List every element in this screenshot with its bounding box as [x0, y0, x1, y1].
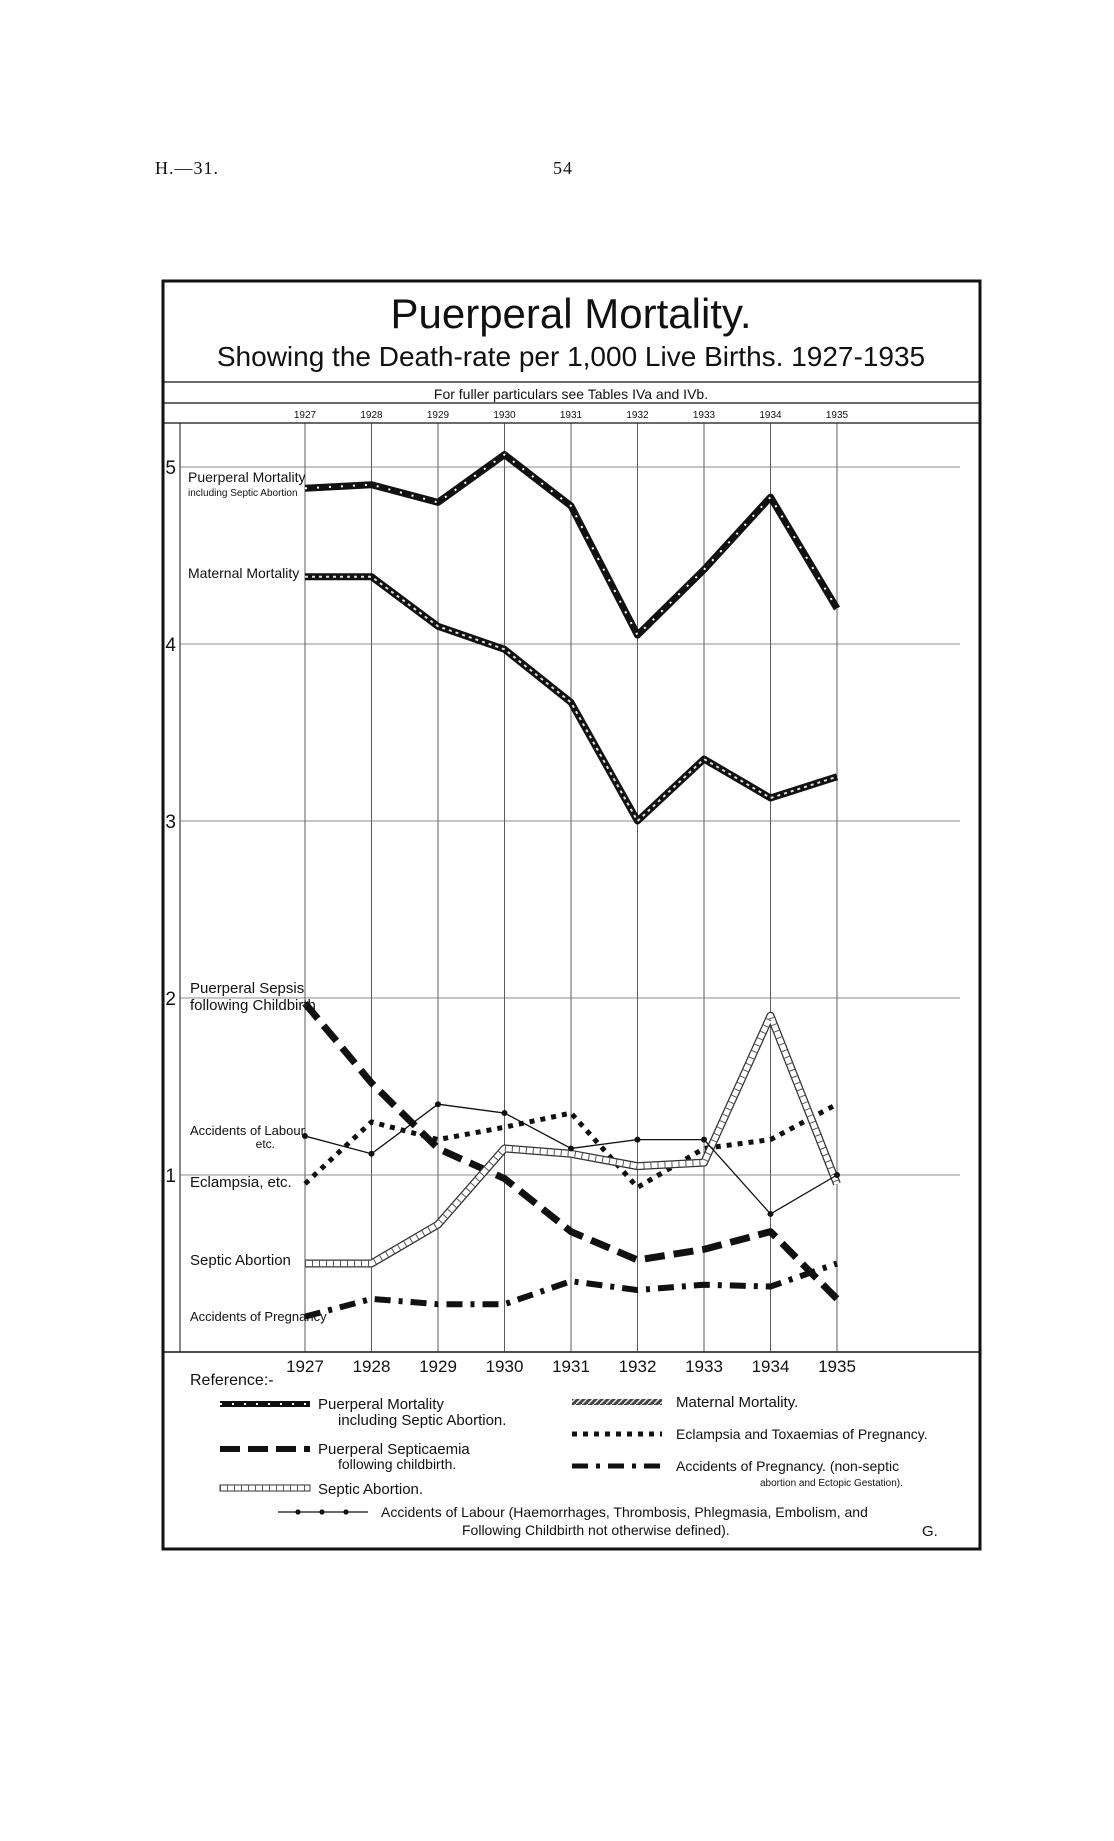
label-accidents-of-pregnancy: Accidents of Pregnancy	[190, 1309, 327, 1324]
signature-mark: G.	[922, 1523, 938, 1540]
series-point-accidents-of-labour-1928	[369, 1151, 375, 1157]
page-header-left: H.—31.	[155, 158, 219, 178]
year-labels-top	[294, 410, 849, 421]
y-tick-labels	[165, 458, 176, 1187]
series-point-accidents-of-labour-1935	[834, 1172, 840, 1178]
x-tick-bottom-1930: 1930	[485, 1357, 524, 1376]
legend-entry-accidents-of-labour	[278, 1504, 868, 1538]
series-point-accidents-of-labour-1931	[568, 1145, 574, 1151]
series-point-accidents-of-labour-1933	[701, 1137, 707, 1143]
x-tick-bottom-1933: 1933	[685, 1357, 723, 1376]
legend-label-accidents-of-labour: Accidents of Labour (Haemorrhages, Thrombosis, Phlegmasia, Embolism, and	[381, 1504, 868, 1520]
legend-label-puerperal-septicaemia-sub: following childbirth.	[338, 1456, 457, 1472]
legend-swatch-septic-abortion	[220, 1485, 310, 1491]
label-eclampsia: Eclampsia, etc.	[190, 1174, 292, 1191]
legend-label-puerperal-septicaemia: Puerperal Septicaemia	[318, 1441, 470, 1458]
series-point-accidents-of-labour-1929	[435, 1101, 441, 1107]
legend-entry-maternal-mortality	[572, 1394, 798, 1411]
x-tick-top-1934: 1934	[759, 410, 782, 421]
y-tick-1: 1	[165, 1166, 176, 1187]
x-tick-top-1932: 1932	[626, 410, 649, 421]
legend-heading: Reference:-	[190, 1372, 274, 1389]
page-number: 54	[553, 158, 573, 178]
chart-title: Puerperal Mortality.	[390, 290, 752, 337]
legend-label-accidents-of-pregnancy-sub: abortion and Ectopic Gestation).	[760, 1478, 903, 1489]
grid-layer	[180, 423, 960, 1352]
label-puerperal-mortality-sub: including Septic Abortion	[188, 488, 298, 499]
legend-label-accidents-of-pregnancy: Accidents of Pregnancy. (non-septic	[676, 1458, 900, 1474]
y-tick-5: 5	[165, 458, 176, 479]
y-tick-3: 3	[165, 812, 176, 833]
x-tick-bottom-1934: 1934	[751, 1357, 790, 1376]
x-tick-bottom-1932: 1932	[618, 1357, 657, 1376]
label-puerperal-sepsis-sub: following Childbirth	[190, 997, 316, 1014]
series-point-accidents-of-labour-1932	[635, 1137, 641, 1143]
legend-entry-puerperal-mortality	[220, 1396, 506, 1429]
chart-subtitle: Showing the Death-rate per 1,000 Live Births. 1927-1935	[216, 341, 926, 372]
label-accidents-of-labour-sub: etc.	[255, 1137, 275, 1151]
legend	[190, 1372, 938, 1540]
x-tick-top-1927: 1927	[293, 410, 317, 421]
legend-swatch-accidents-of-labour-dot-3	[343, 1509, 348, 1514]
label-septic-abortion: Septic Abortion	[190, 1252, 291, 1269]
legend-label-puerperal-mortality: Puerperal Mortality	[318, 1396, 444, 1413]
legend-label-eclampsia: Eclampsia and Toxaemias of Pregnancy.	[676, 1426, 928, 1442]
legend-label-maternal-mortality: Maternal Mortality.	[676, 1394, 799, 1411]
inline-labels	[188, 469, 327, 1324]
x-tick-bottom-1931: 1931	[552, 1357, 590, 1376]
legend-entry-puerperal-septicaemia	[220, 1441, 470, 1472]
chart-note: For fuller particulars see Tables IVa and IVb.	[433, 386, 709, 402]
legend-entry-accidents-of-pregnancy	[572, 1458, 903, 1489]
legend-swatch-accidents-of-labour-dot-2	[319, 1509, 324, 1514]
x-tick-bottom-1928: 1928	[352, 1357, 391, 1376]
label-maternal-mortality: Maternal Mortality	[188, 565, 300, 581]
x-tick-bottom-1935: 1935	[818, 1357, 856, 1376]
x-tick-top-1930: 1930	[493, 410, 516, 421]
x-tick-top-1931: 1931	[559, 410, 583, 421]
y-tick-4: 4	[165, 635, 176, 656]
series-point-accidents-of-labour-1930	[502, 1110, 508, 1116]
label-accidents-of-labour: Accidents of Labour,	[190, 1123, 308, 1138]
label-puerperal-mortality: Puerperal Mortality	[188, 469, 306, 485]
series-point-accidents-of-labour-1934	[768, 1211, 774, 1217]
x-tick-top-1933: 1933	[692, 410, 716, 421]
x-tick-bottom-1929: 1929	[419, 1357, 457, 1376]
legend-entry-eclampsia	[572, 1426, 928, 1442]
x-tick-bottom-1927: 1927	[286, 1357, 324, 1376]
x-tick-top-1929: 1929	[426, 410, 450, 421]
year-labels-bottom	[286, 1357, 856, 1376]
legend-label-puerperal-mortality-sub: including Septic Abortion.	[338, 1412, 507, 1429]
legend-swatch-accidents-of-labour-dot-1	[295, 1509, 300, 1514]
legend-label-accidents-of-labour-sub: Following Childbirth not otherwise defined).	[462, 1522, 730, 1538]
y-tick-2: 2	[165, 989, 176, 1010]
x-tick-top-1935: 1935	[825, 410, 849, 421]
legend-entry-septic-abortion	[220, 1481, 423, 1498]
legend-label-septic-abortion: Septic Abortion.	[318, 1481, 424, 1498]
x-tick-top-1928: 1928	[360, 410, 383, 421]
label-puerperal-sepsis: Puerperal Sepsis	[190, 980, 305, 997]
